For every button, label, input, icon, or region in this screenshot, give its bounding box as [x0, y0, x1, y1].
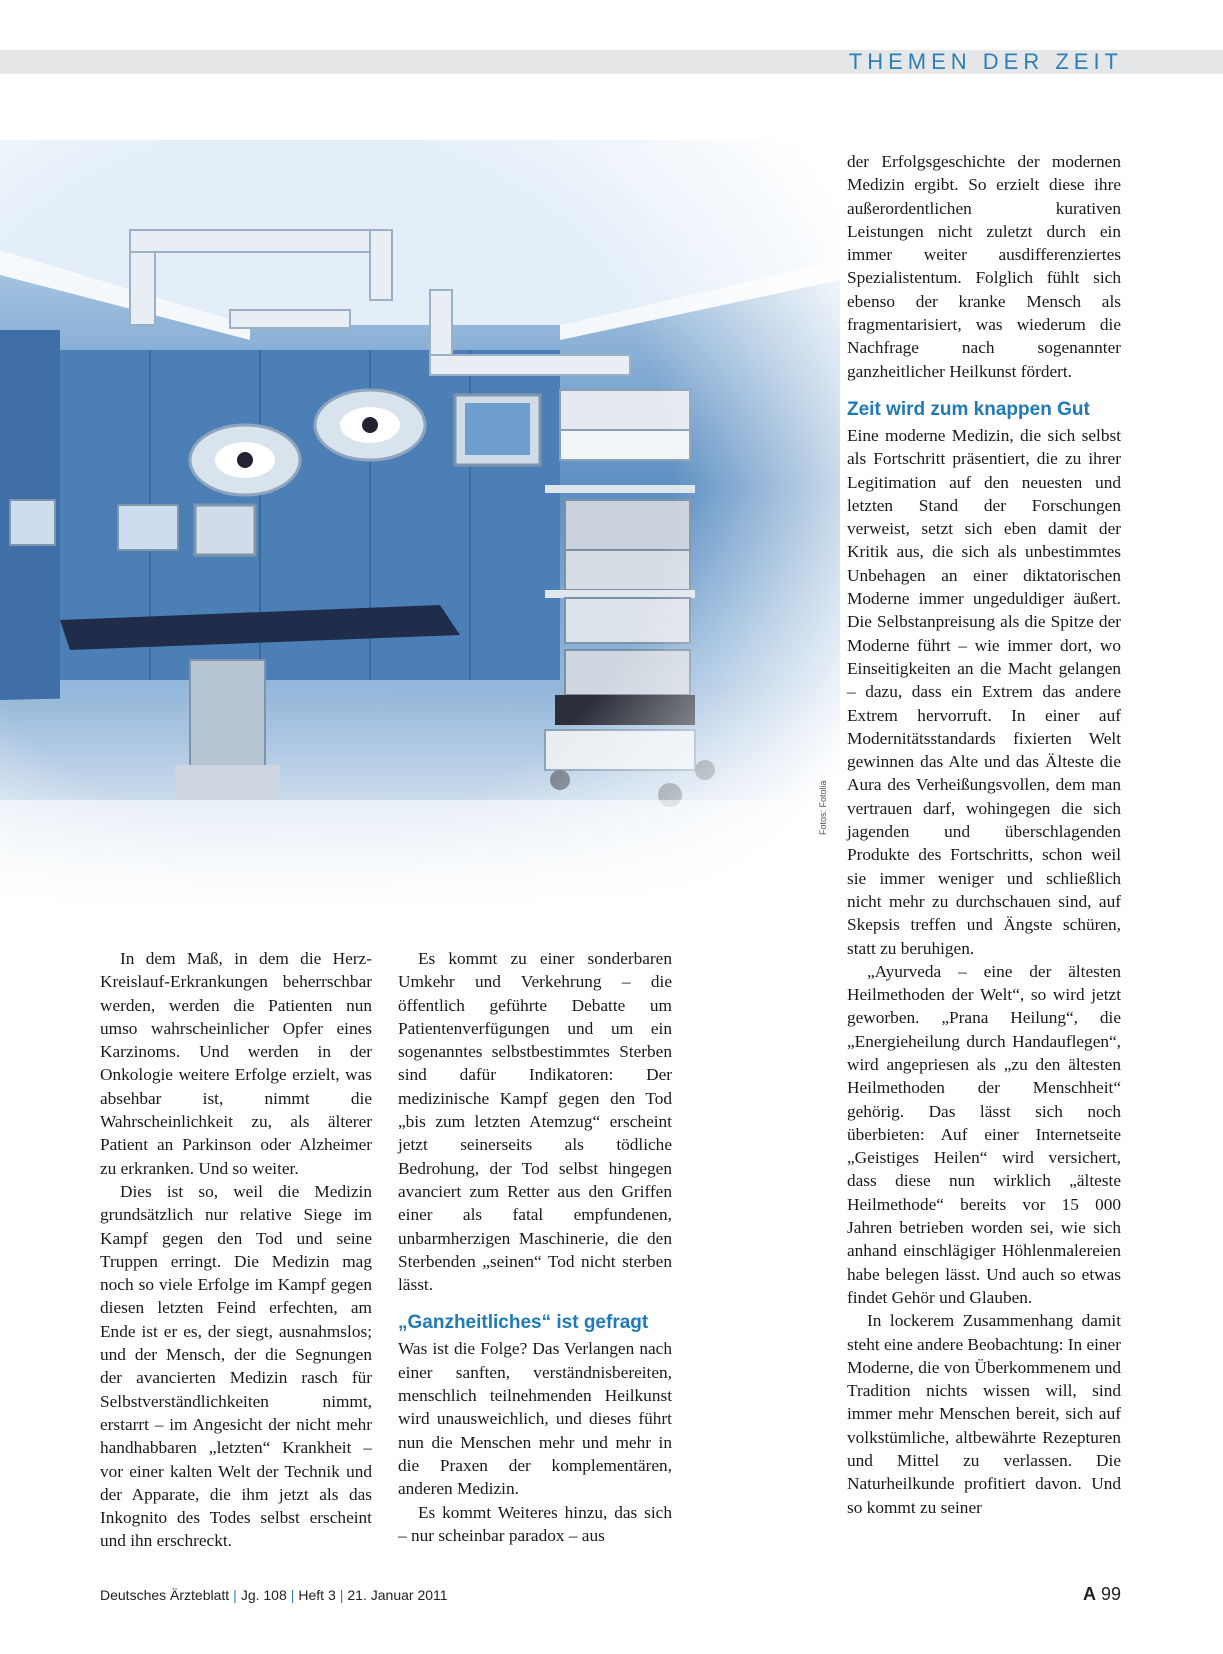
page-prefix: A — [1082, 1584, 1096, 1604]
page-footer — [100, 1584, 1121, 1608]
paragraph: „Ayurveda – eine der ältesten Heilmethoden der Welt“, so wird jetzt geworben. „Prana Heilung“, die „Energieheilung durch Handauflegen“, wird angepriesen als „zu den ältesten Heilmethoden der Menschheit“ gehörig. Das lässt sich noch überbieten: Auf einer Internetseite „Geistiges Heilen“ wird versichert, dass diese nun wirklich „älteste Heilmethode“ bereits vor 15 000 Jahren betrieben worden sei, wie sich anhand einschlägiger Höhlenmalereien habe belegen lässt. Und auch so etwas findet Gehör und Glauben. — [847, 961, 1121, 1307]
journal-date: 21. Januar 2011 — [347, 1587, 448, 1603]
column-2 — [398, 947, 672, 1547]
paragraph: Es kommt Weiteres hinzu, das sich – nur scheinbar paradox – aus — [398, 1502, 672, 1545]
page-number-value: 99 — [1100, 1584, 1121, 1604]
page-number — [1083, 1584, 1121, 1605]
photo-credit: Fotos: Fotolia — [818, 780, 828, 835]
operating-room-photo — [0, 140, 840, 910]
paragraph: Was ist die Folge? Das Verlangen nach einer sanften, verständnisbereiten, menschlich teilnehmenden Heilkunst wird unausweichlich, und dieses führt nun die Menschen mehr und mehr in die Praxen der komplementären, anderen Medizin. — [398, 1339, 672, 1499]
paragraph: Eine moderne Medizin, die sich selbst als Fortschritt präsentiert, die zu ihrer Legitimation auf den neuesten und letzten Stand der Forschungen verweist, setzt sich eben damit der Kritik aus, die sich als unbestimmtes Unbehagen an einer diktatorischen Moderne immer ungeduldiger äußert. Die Selbstanpreisung als die Spitze der Moderne führt – wie immer dort, wo Einseitigkeiten an die Macht gelangen – dazu, dass ein Extrem das andere Extrem hervorruft. In einer auf Modernitätsstandards fixierten Welt gewinnen das Alte und das Älteste die Aura des Verheißungsvollen, dem man vertrauen darf, wohingegen die sich jagenden und überschlagenden Produkte des Fortschritts, schon weil sie immer weniger und schließlich nicht mehr zu durchschauen sind, auf Skepsis treffen und Ängste schüren, statt zu beruhigen. — [847, 425, 1121, 958]
footer-citation: Deutsches Ärzteblatt | Jg. 108 | Heft 3 | 21. Januar 2011 — [100, 1587, 448, 1603]
journal-issue: Heft 3 — [298, 1587, 336, 1603]
column-1 — [100, 947, 372, 1553]
paragraph: In dem Maß, in dem die Herz-Kreislauf-Erkrankungen beherrschbar werden, werden die Patienten nun umso wahrscheinlicher Opfer eines Karzinoms. Und werden in der Onkologie weitere Erfolge erzielt, was absehbar ist, nimmt die Wahrscheinlichkeit zu, als älterer Patient an Parkinson oder Alzheimer zu erkranken. Und so weiter. — [100, 949, 372, 1178]
paragraph: In lockerem Zusammenhang damit steht eine andere Beobachtung: In einer Moderne, die von Überkommenem und Tradition nichts wissen will, sind immer mehr Menschen bereit, sich auf volkstümliche, altbewährte Rezepturen und Mittel zu verlassen. Die Naturheilkunde profitiert davon. Und so kommt zu seiner — [847, 1311, 1121, 1517]
section-title: THEMEN DER ZEIT — [848, 49, 1123, 74]
paragraph: Es kommt zu einer sonderbaren Umkehr und Verkehrung – die öffentlich geführte Debatte um Patientenverfügungen und um ein sogenanntes selbstbestimmtes Sterben sind dafür Indikatoren: Der medizinische Kampf gegen den Tod „bis zum letzten Atemzug“ erscheint jetzt seinerseits als tödliche Bedrohung, der Tod selbst hingegen avanciert zum Retter aus den Griffen einer als fatal empfundenen, unbarmherzigen Maschinerie, die den Sterbenden „seinen“ Tod nicht sterben lässt. — [398, 949, 672, 1295]
journal-name: Deutsches Ärzteblatt — [100, 1587, 230, 1603]
subheading: „Ganzheitliches“ ist gefragt — [398, 1312, 649, 1334]
journal-volume: Jg. 108 — [240, 1587, 287, 1603]
paragraph: Dies ist so, weil die Medizin grundsätzlich nur relative Siege im Kampf gegen den Tod und seine Truppen erringt. Die Medizin mag noch so viele Erfolge im Kampf gegen diesen letzten Feind erfechten, am Ende ist er es, der siegt, ausnahmslos; und der Mensch, der die Segnungen der avancierten Medizin rasch für Selbstverständlichkeiten nimmt, erstarrt – im Angesicht der nicht mehr handhabbaren „letzten“ Krankheit – vor einer kalten Welt der Technik und der Apparate, die ihm jetzt als das Inkognito des Todes selbst erscheint und ihn erschreckt. — [100, 1181, 372, 1551]
column-3 — [847, 150, 1121, 1519]
paragraph: der Erfolgsgeschichte der modernen Medizin ergibt. So erzielt diese ihre außerordentlichen kurativen Leistungen nicht zuletzt durch ein immer weiter ausdifferenziertes Spezialistentum. Folglich fühlt sich ebenso der kranke Mensch als fragmentarisiert, was wiederum die Nachfrage nach sogenannter ganzheitlicher Heilkunst fördert. — [847, 152, 1121, 381]
subheading: Zeit wird zum knappen Gut — [847, 398, 1090, 420]
